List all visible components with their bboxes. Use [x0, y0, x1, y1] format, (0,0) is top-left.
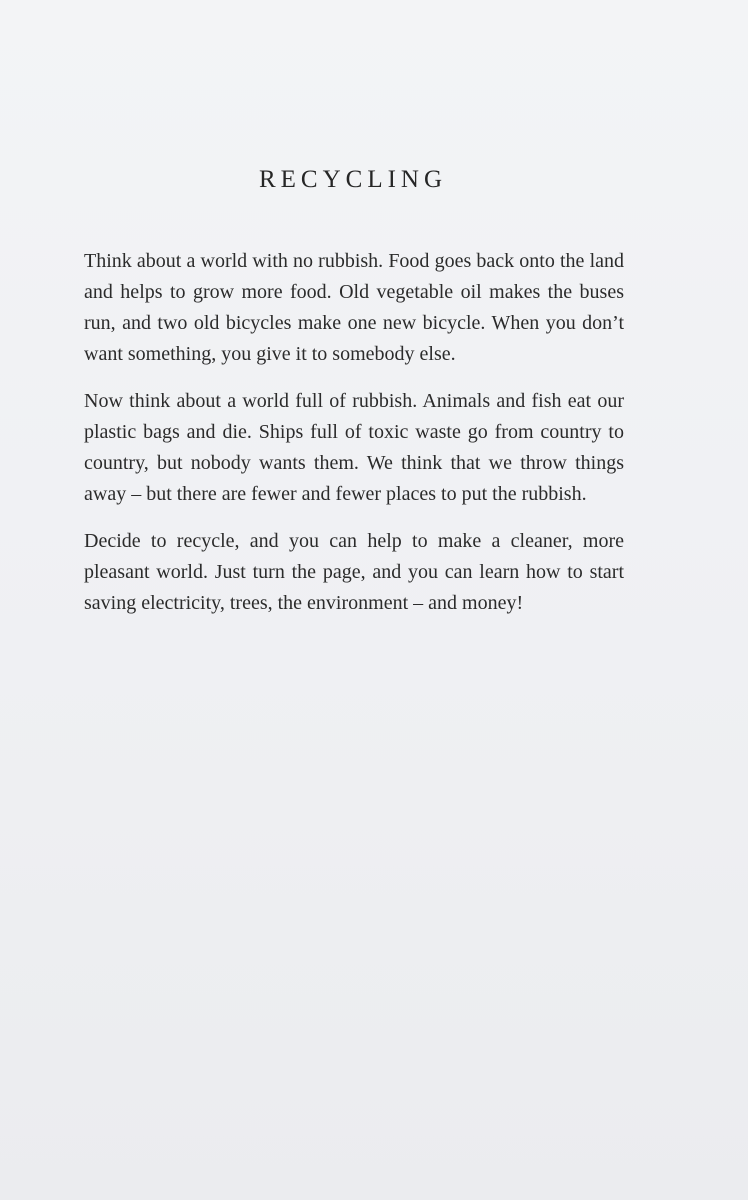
body-text: [84, 246, 624, 635]
paragraph-3: Decide to recycle, and you can help to make a cleaner, more pleasant world. Just turn the page, and you can learn how to start saving electricity, trees, the environment – and money!: [84, 530, 624, 614]
paragraph-1: Think about a world with no rubbish. Food goes back onto the land and helps to grow more food. Old vegetable oil makes the buses run, and two old bicycles make one new bicycle. When you don’t want something, you give it to somebody else.: [84, 250, 624, 365]
page-title: RECYCLING: [258, 166, 448, 193]
paragraph-2: Now think about a world full of rubbish. Animals and fish eat our plastic bags and die. Ships full of toxic waste go from country to country, but nobody wants them. We think that we throw things away – but there are fewer and fewer places to put the rubbish.: [84, 390, 624, 505]
